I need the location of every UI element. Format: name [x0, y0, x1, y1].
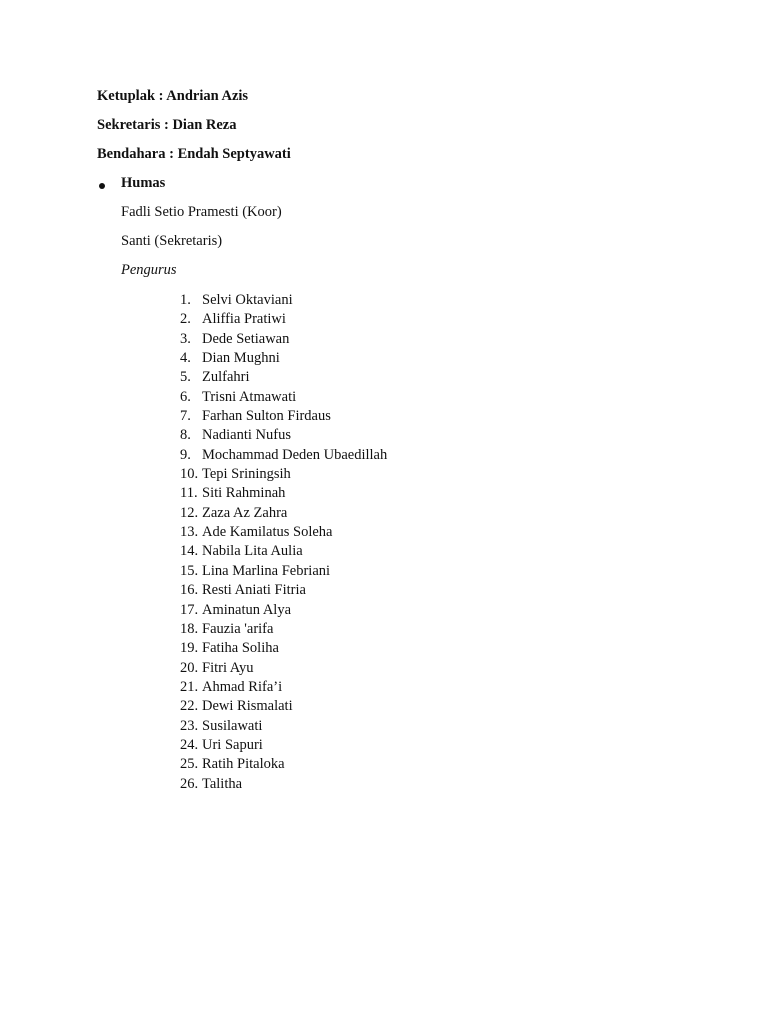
list-item: [180, 659, 387, 678]
list-number: 2.: [180, 311, 191, 328]
member-name: Mochammad Deden Ubaedillah: [202, 446, 388, 463]
list-number: 15.: [180, 562, 199, 579]
member-name: Fatiha Soliha: [202, 640, 279, 657]
list-item: [180, 678, 387, 697]
list-item: [180, 620, 387, 639]
member-name: Ade Kamilatus Soleha: [202, 524, 333, 541]
list-number: 22.: [180, 698, 199, 715]
section-secretary: Santi (Sekretaris): [121, 233, 223, 249]
list-number: 8.: [180, 427, 191, 444]
list-number: 14.: [180, 543, 199, 560]
member-name: Susilawati: [202, 717, 263, 734]
list-item: [180, 581, 387, 600]
section-title: Humas: [121, 175, 166, 191]
member-name: Siti Rahminah: [202, 485, 286, 502]
list-item: [180, 426, 387, 445]
members-heading: Pengurus: [121, 262, 177, 278]
list-item: [180, 639, 387, 658]
list-item: [180, 523, 387, 542]
list-number: 4.: [180, 350, 191, 367]
list-item: [180, 504, 387, 523]
member-name: Farhan Sulton Firdaus: [202, 408, 331, 425]
list-number: 6.: [180, 388, 191, 405]
list-number: 7.: [180, 408, 191, 425]
officer-bendahara: Bendahara : Endah Septyawati: [97, 146, 291, 162]
list-item: [180, 697, 387, 716]
member-name: Fitri Ayu: [202, 659, 254, 676]
member-name: Aliffia Pratiwi: [202, 311, 286, 328]
list-item: [180, 388, 387, 407]
list-number: 18.: [180, 620, 199, 637]
list-number: 1.: [180, 292, 191, 308]
list-item: [180, 755, 387, 774]
member-name: Trisni Atmawati: [202, 388, 297, 405]
member-name: Dede Setiawan: [202, 330, 290, 347]
list-number: 25.: [180, 756, 199, 773]
list-item: [180, 542, 387, 561]
list-number: 24.: [180, 736, 199, 753]
member-name: Talitha: [202, 775, 243, 792]
member-name: Ahmad Rifa’i: [202, 678, 283, 695]
list-number: 10.: [180, 466, 199, 483]
list-number: 26.: [180, 775, 199, 792]
list-item: [180, 310, 387, 329]
list-item: [180, 775, 387, 794]
list-number: 20.: [180, 659, 199, 676]
list-item: [180, 349, 387, 368]
member-name: Nadianti Nufus: [202, 427, 291, 444]
member-name: Zulfahri: [202, 369, 250, 386]
member-name: Tepi Sriningsih: [202, 466, 291, 483]
list-item: [180, 484, 387, 503]
list-number: 16.: [180, 582, 199, 599]
member-name: Zaza Az Zahra: [202, 504, 288, 521]
member-name: Aminatun Alya: [202, 601, 292, 618]
member-name: Ratih Pitaloka: [202, 756, 285, 773]
list-item: [180, 465, 387, 484]
list-number: 12.: [180, 504, 199, 521]
member-name: Lina Marlina Febriani: [202, 562, 331, 579]
list-item: [180, 330, 387, 349]
list-item: [180, 717, 387, 736]
list-item: [180, 368, 387, 387]
members-list: [180, 291, 387, 794]
bullet-icon: [99, 183, 105, 189]
member-name: Uri Sapuri: [202, 736, 263, 753]
list-item: [180, 736, 387, 755]
list-item: [180, 407, 387, 426]
member-name: Resti Aniati Fitria: [202, 582, 306, 599]
member-name: Nabila Lita Aulia: [202, 543, 303, 560]
list-number: 5.: [180, 369, 191, 386]
list-number: 9.: [180, 446, 191, 463]
member-name: Dewi Rismalati: [202, 698, 293, 715]
officer-sekretaris: Sekretaris : Dian Reza: [97, 117, 237, 133]
list-number: 3.: [180, 330, 191, 347]
list-number: 19.: [180, 640, 199, 657]
list-item: [180, 291, 387, 310]
list-number: 21.: [180, 678, 199, 695]
list-item: [180, 562, 387, 581]
list-item: [180, 446, 387, 465]
officer-ketuplak: Ketuplak : Andrian Azis: [97, 88, 249, 104]
list-number: 11.: [180, 485, 198, 502]
list-item: [180, 601, 387, 620]
list-number: 17.: [180, 601, 199, 618]
member-name: Fauzia 'arifa: [202, 620, 274, 637]
list-number: 13.: [180, 524, 199, 541]
member-name: Dian Mughni: [202, 350, 280, 367]
member-name: Selvi Oktaviani: [202, 292, 293, 308]
section-coordinator: Fadli Setio Pramesti (Koor): [121, 204, 282, 220]
list-number: 23.: [180, 717, 199, 734]
